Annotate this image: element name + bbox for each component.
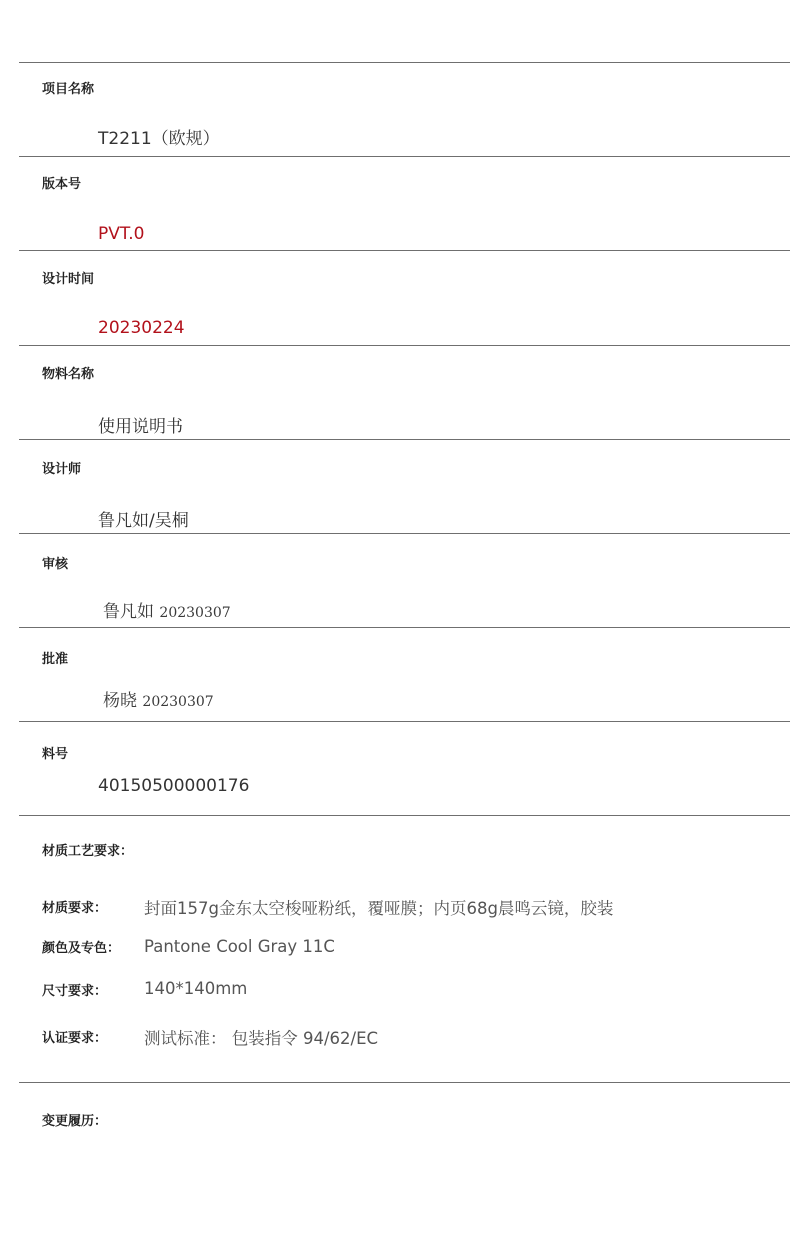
approve-signer: 杨晓	[103, 691, 137, 711]
divider	[19, 533, 790, 534]
divider	[19, 815, 790, 816]
project-name-label: 项目名称	[42, 82, 95, 97]
change-history-heading: 变更履历：	[42, 1114, 108, 1129]
design-time-value: 20230224	[98, 318, 185, 338]
requirements-heading: 材质工艺要求：	[42, 844, 134, 859]
part-number-label: 料号	[42, 747, 69, 762]
requirement-value: 测试标准： 包装指令 94/62/EC	[144, 1029, 379, 1048]
divider	[19, 156, 790, 157]
designer-label: 设计师	[42, 462, 82, 477]
review-date: 20230307	[159, 605, 231, 621]
requirement-value: 封面157g金东太空梭哑粉纸，覆哑膜；内页68g晨鸣云镜，胶装	[144, 899, 614, 918]
requirement-label: 尺寸要求：	[42, 984, 108, 999]
design-time-label: 设计时间	[42, 272, 95, 287]
project-name-value: T2211（欧规）	[98, 129, 220, 149]
requirement-label: 认证要求：	[42, 1031, 108, 1046]
requirement-label: 颜色及专色：	[42, 941, 121, 956]
divider	[19, 1082, 790, 1083]
designer-value: 鲁凡如/吴桐	[98, 511, 189, 531]
divider	[19, 439, 790, 440]
material-name-value: 使用说明书	[98, 417, 183, 437]
divider	[19, 627, 790, 628]
divider	[19, 721, 790, 722]
approve-label: 批准	[42, 652, 69, 667]
version-value: PVT.0	[98, 224, 145, 244]
divider	[19, 250, 790, 251]
requirement-label: 材质要求：	[42, 901, 108, 916]
approve-date: 20230307	[142, 694, 214, 710]
divider-top	[19, 62, 790, 63]
review-signer: 鲁凡如	[103, 602, 154, 622]
part-number-value: 40150500000176	[98, 776, 250, 796]
approve-signature	[103, 686, 214, 711]
requirement-value: Pantone Cool Gray 11C	[144, 937, 335, 956]
review-label: 审核	[42, 557, 69, 572]
divider	[19, 345, 790, 346]
version-label: 版本号	[42, 177, 82, 192]
requirement-value: 140*140mm	[144, 979, 248, 998]
review-signature	[103, 597, 231, 622]
material-name-label: 物料名称	[42, 367, 95, 382]
